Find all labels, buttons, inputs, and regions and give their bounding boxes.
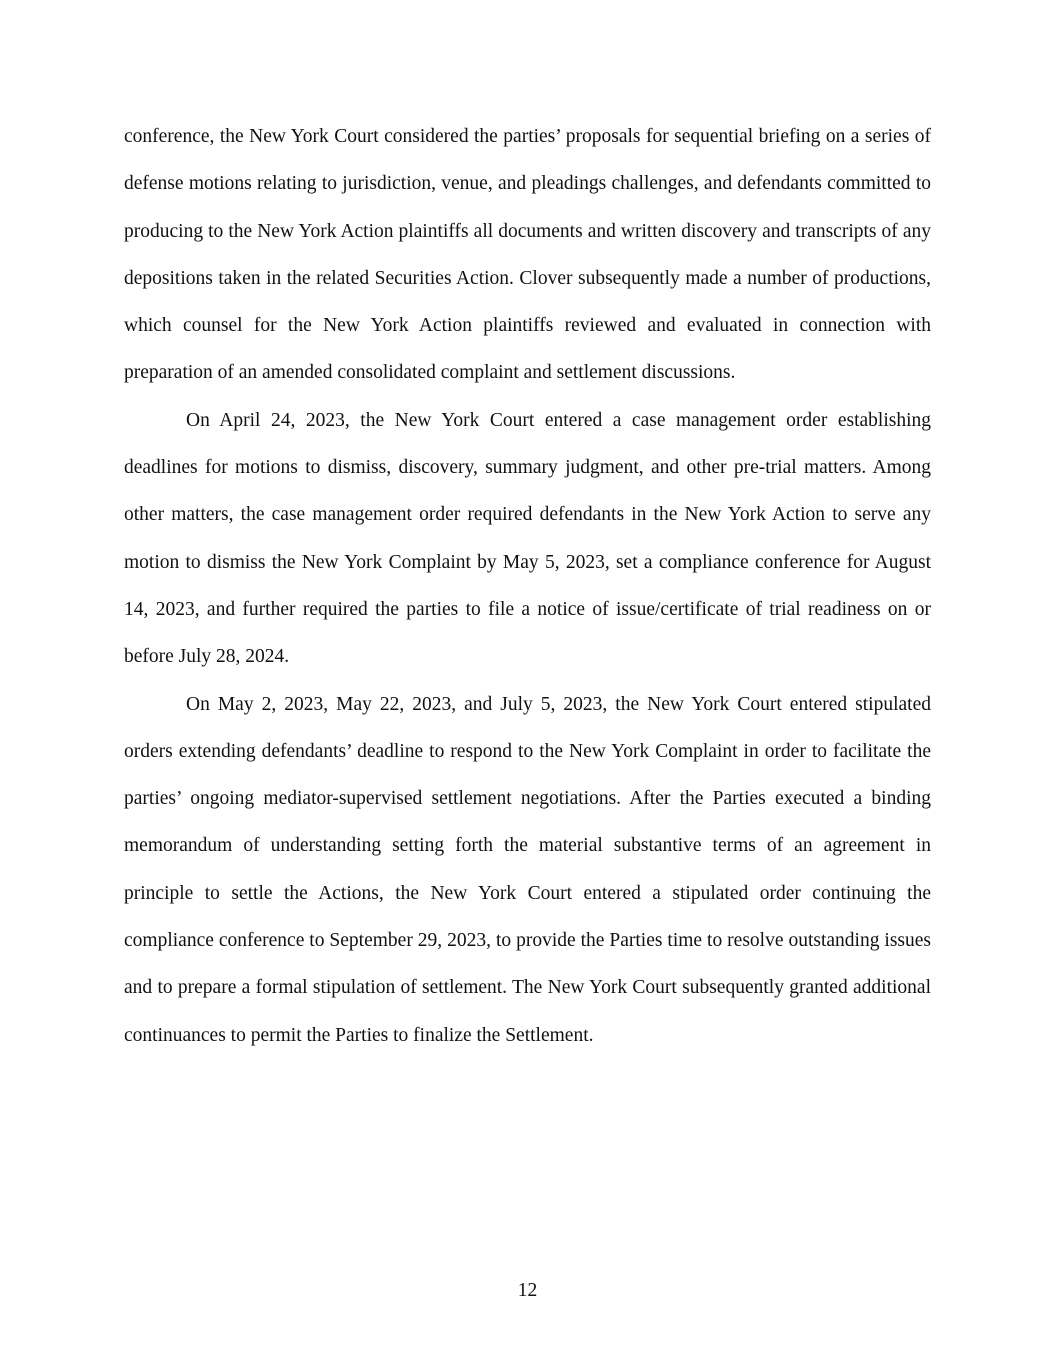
paragraph-case-management-order: On April 24, 2023, the New York Court entered a case management order establishing deadlines for motions to dismiss, discovery, summary judgment, and other pre-trial matters. Among other matters, the case management order required defendants in the New York Action to serve any motion to dismiss the New York Complaint by May 5, 2023, set a compliance conference for August 14, 2023, and further required the parties to file a notice of issue/certificate of trial readiness on or before July 28, 2024.	[124, 409, 931, 668]
page-number: 12	[517, 1280, 538, 1301]
document-body	[124, 113, 931, 1059]
paragraph-stipulated-orders: On May 2, 2023, May 22, 2023, and July 5, 2023, the New York Court entered stipulated orders extending defendants’ deadline to respond to the New York Complaint in order to facilitate the parties’ ongoing mediator-supervised settlement negotiations. After the Parties executed a binding memorandum of understanding setting forth the material substantive terms of an agreement in principle to settle the Actions, the New York Court entered a stipulated order continuing the compliance conference to September 29, 2023, to provide the Parties time to resolve outstanding issues and to prepare a formal stipulation of settlement. The New York Court subsequently granted additional continuances to permit the Parties to finalize the Settlement.	[124, 693, 931, 1046]
paragraph-continued: conference, the New York Court considered the parties’ proposals for sequential briefing on a series of defense motions relating to jurisdiction, venue, and pleadings challenges, and defendants committed to producing to the New York Action plaintiffs all documents and written discovery and transcripts of any depositions taken in the related Securities Action. Clover subsequently made a number of productions, which counsel for the New York Action plaintiffs reviewed and evaluated in connection with preparation of an amended consolidated complaint and settlement discussions.	[124, 126, 931, 384]
